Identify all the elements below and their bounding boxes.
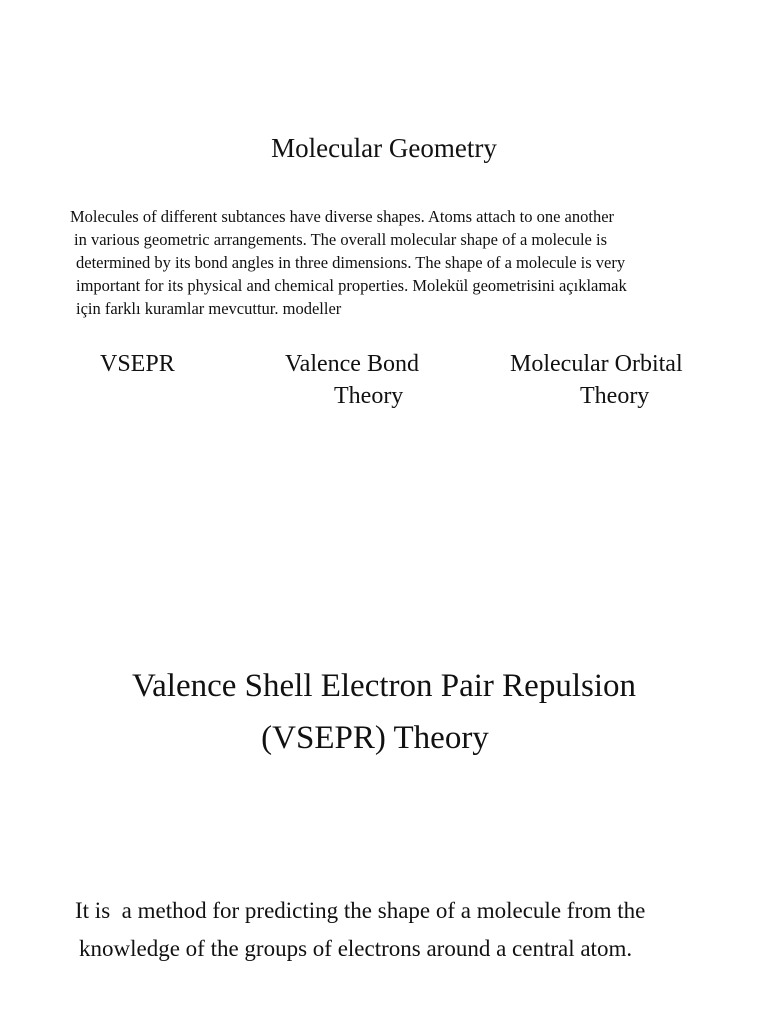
definition-line: knowledge of the groups of electrons around a central atom.: [79, 936, 633, 961]
theory-label: Valence Bond: [285, 351, 419, 377]
intro-line: important for its physical and chemical properties. Molekül geometrisini açıklamak: [76, 276, 627, 295]
theory-item-valence-bond: [285, 348, 419, 412]
definition-line: It is a method for predicting the shape of a molecule from the: [75, 898, 646, 923]
theory-item-molecular-orbital: [510, 348, 683, 412]
intro-line: determined by its bond angles in three dimensions. The shape of a molecule is very: [76, 253, 626, 272]
intro-paragraph: [70, 205, 730, 320]
theory-label: Molecular Orbital: [510, 351, 683, 377]
definition-paragraph: [75, 892, 735, 968]
theory-label-line2: Theory: [580, 383, 650, 409]
section-title: [0, 660, 768, 764]
intro-line: in various geometric arrangements. The overall molecular shape of a molecule is: [74, 230, 607, 249]
intro-line: Molecules of different subtances have diverse shapes. Atoms attach to one another: [70, 207, 615, 226]
page-title: Molecular Geometry: [271, 133, 497, 163]
section-title-line: Valence Shell Electron Pair Repulsion: [131, 668, 637, 704]
theory-label: VSEPR: [100, 351, 175, 377]
theory-item-vsepr: [100, 348, 175, 380]
section-title-line: (VSEPR) Theory: [261, 720, 489, 756]
theory-label-line2: Theory: [334, 383, 404, 409]
intro-line: için farklı kuramlar mevcuttur. modeller: [76, 299, 342, 318]
